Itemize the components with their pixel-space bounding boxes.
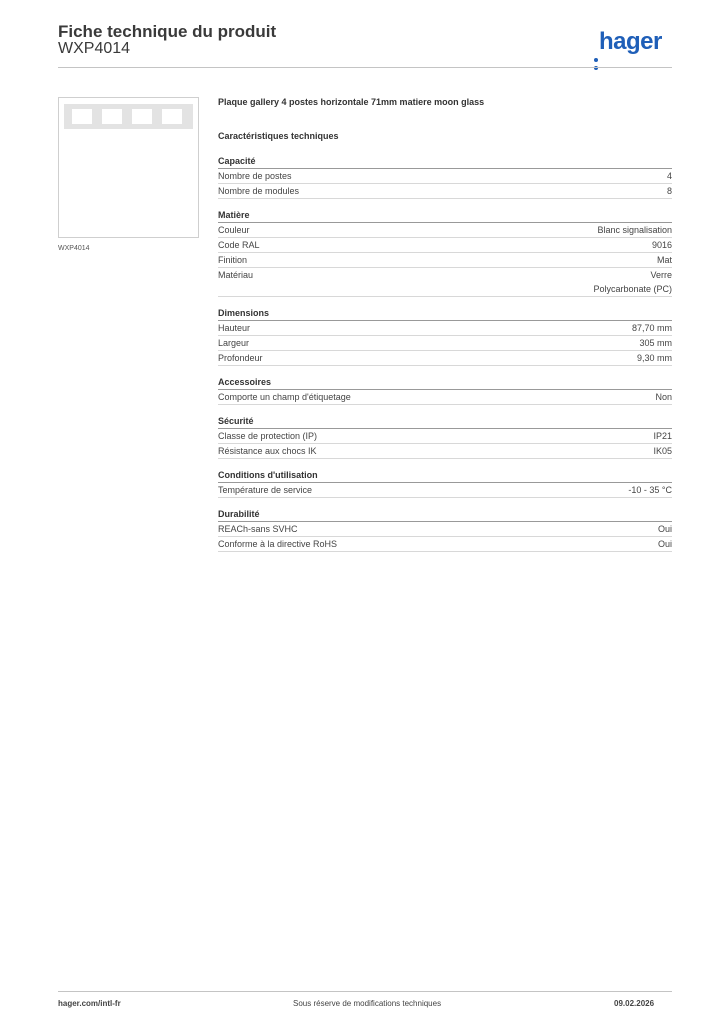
plate-icon <box>64 104 193 129</box>
group-capacite <box>218 155 672 199</box>
product-description: Plaque gallery 4 postes horizontale 71mm matiere moon glass <box>218 97 485 107</box>
group-title: Conditions d'utilisation <box>218 469 672 483</box>
spec-row <box>218 184 672 199</box>
spec-row <box>218 537 672 552</box>
logo-text: hager <box>599 28 662 55</box>
spec-value: 9,30 mm <box>636 353 672 363</box>
spec-value: Non <box>655 392 672 402</box>
spec-label: Finition <box>218 255 248 265</box>
spec-label: Hauteur <box>218 323 251 333</box>
group-accessoires <box>218 376 672 405</box>
spec-value: -10 - 35 °C <box>628 485 672 495</box>
spec-section <box>218 95 672 562</box>
group-securite <box>218 415 672 459</box>
group-title: Dimensions <box>218 307 672 321</box>
spec-row <box>218 444 672 459</box>
spec-value-line: Verre <box>650 270 672 280</box>
spec-label: Matériau <box>218 270 254 280</box>
plate-slot <box>132 109 152 124</box>
spec-value: 9016 <box>651 240 672 250</box>
spec-row <box>218 429 672 444</box>
spec-title: Caractéristiques techniques <box>218 131 339 141</box>
plate-slot <box>162 109 182 124</box>
spec-value: 4 <box>666 171 672 181</box>
spec-row <box>218 351 672 366</box>
spec-label: Comporte un champ d'étiquetage <box>218 392 351 402</box>
group-conditions <box>218 469 672 498</box>
spec-label: Nombre de postes <box>218 171 292 181</box>
group-title: Sécurité <box>218 415 672 429</box>
spec-row <box>218 522 672 537</box>
group-title: Matière <box>218 209 672 223</box>
spec-label: Conforme à la directive RoHS <box>218 539 338 549</box>
group-dimensions <box>218 307 672 366</box>
spec-label: Largeur <box>218 338 250 348</box>
spec-row <box>218 223 672 238</box>
spec-value-line: Polycarbonate (PC) <box>593 284 672 294</box>
group-title: Accessoires <box>218 376 672 390</box>
spec-value: 305 mm <box>639 338 672 348</box>
spec-value: 8 <box>666 186 672 196</box>
spec-row <box>218 169 672 184</box>
spec-label: Classe de protection (IP) <box>218 431 318 441</box>
spec-value: Mat <box>656 255 672 265</box>
spec-label: Nombre de modules <box>218 186 300 196</box>
spec-value: Oui <box>657 524 672 534</box>
group-title: Durabilité <box>218 508 672 522</box>
spec-label: Profondeur <box>218 353 263 363</box>
footer-website-link[interactable]: hager.com/intl-fr <box>58 999 121 1008</box>
spec-label: Résistance aux chocs IK <box>218 446 317 456</box>
spec-row <box>218 238 672 253</box>
group-title: Capacité <box>218 155 672 169</box>
group-matiere <box>218 209 672 297</box>
page-title: Fiche technique du produit <box>58 22 277 41</box>
plate-slot <box>102 109 122 124</box>
hager-logo <box>594 28 662 56</box>
spec-value: IP21 <box>653 431 672 441</box>
spec-value: 87,70 mm <box>631 323 672 333</box>
spec-label: Température de service <box>218 485 313 495</box>
spec-value: Blanc signalisation <box>597 225 672 235</box>
footer-divider <box>58 991 672 992</box>
spec-row <box>218 336 672 351</box>
spec-label: Couleur <box>218 225 250 235</box>
product-reference: WXP4014 <box>58 40 131 57</box>
plate-slot <box>72 109 92 124</box>
group-durabilite <box>218 508 672 552</box>
spec-value: IK05 <box>653 446 672 456</box>
header-divider <box>58 67 672 68</box>
spec-label: Code RAL <box>218 240 260 250</box>
spec-row <box>218 253 672 268</box>
spec-row <box>218 483 672 498</box>
spec-label: REACh-sans SVHC <box>218 524 298 534</box>
spec-row <box>218 321 672 336</box>
image-caption: WXP4014 <box>58 245 90 252</box>
footer-date: 09.02.2026 <box>614 999 655 1008</box>
product-image <box>58 97 199 238</box>
footer-notice: Sous réserve de modifications techniques <box>293 999 442 1008</box>
spec-row <box>218 268 672 297</box>
spec-value <box>593 268 672 296</box>
spec-value: Oui <box>657 539 672 549</box>
spec-row <box>218 390 672 405</box>
